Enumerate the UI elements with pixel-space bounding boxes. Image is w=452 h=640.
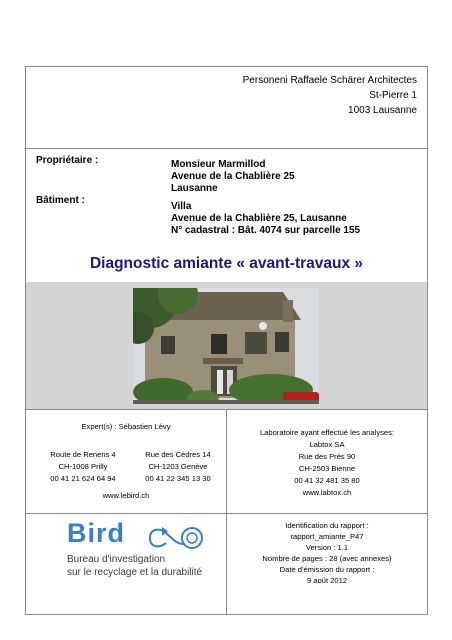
office-prilly-city: CH-1008 Prilly (58, 462, 108, 471)
lab-city: CH-2503 Bienne (298, 464, 356, 473)
office-prilly-phone: 00 41 21 624 64 94 (50, 474, 116, 483)
architect-street: St-Pierre 1 (369, 90, 417, 101)
lab-info (226, 427, 428, 499)
building-details (171, 201, 360, 237)
office-prilly (38, 449, 128, 485)
office-geneve-city: CH-1203 Genève (148, 462, 208, 471)
lab-street: Rue des Prés 90 (298, 452, 356, 461)
owner-label: Propriétaire : (36, 155, 99, 166)
report-id: rapport_amiante_P47 (290, 532, 364, 541)
divider (26, 513, 427, 514)
report-date-label: Date d'émission du rapport : (279, 565, 375, 574)
owner-name: Monsieur Marmillod (171, 159, 266, 170)
brand-name: Bird (67, 518, 125, 548)
architect-address (243, 73, 417, 118)
recycle-icon (146, 524, 208, 552)
owner-street: Avenue de la Chablière 25 (171, 171, 295, 182)
tagline-line1: Bureau d'investigation (67, 554, 166, 565)
building-type: Villa (171, 201, 192, 212)
building-label: Bâtiment : (36, 195, 85, 206)
building-address: Avenue de la Chablière 25, Lausanne (171, 213, 347, 224)
office-prilly-street: Route de Renens 4 (50, 450, 116, 459)
owner-city: Lausanne (171, 183, 218, 194)
architect-city: 1003 Lausanne (348, 105, 417, 116)
building-cadastre: N° cadastral : Bât. 4074 sur parcelle 155 (171, 225, 361, 236)
photo-band (26, 282, 427, 409)
report-version: Version : 1.1 (305, 543, 349, 552)
office-geneve-phone: 00 41 22 345 13 30 (145, 474, 211, 483)
owner-details (171, 159, 295, 195)
report-cover (25, 66, 428, 615)
lab-phone: 00 41 32 481 35 80 (294, 476, 360, 485)
office-geneve-street: Rue des Cèdres 14 (145, 450, 211, 459)
office-geneve (130, 449, 226, 485)
tagline-line2: sur le recyclage et la durabilité (67, 567, 203, 578)
lab-website[interactable]: www.labtox.ch (302, 488, 352, 497)
page-title: Diagnostic amiante « avant-travaux » (89, 255, 364, 272)
report-pages: Nombre de pages : 28 (avec annexes) (262, 554, 392, 563)
report-identification (226, 520, 428, 586)
report-date: 9 août 2012 (306, 576, 348, 585)
lab-heading: Laboratoire ayant effectué les analyses: (259, 428, 395, 437)
divider (26, 148, 427, 149)
bird-logo (40, 520, 230, 600)
building-photo (133, 288, 319, 404)
expert-website[interactable]: www.lebird.ch (102, 491, 150, 500)
lab-name: Labtox SA (309, 440, 345, 449)
expert-label: Expert(s) : Sébastien Lévy (81, 422, 171, 431)
architect-name: Personeni Raffaele Schärer Architectes (242, 75, 417, 86)
report-id-label: Identification du rapport : (285, 521, 369, 530)
